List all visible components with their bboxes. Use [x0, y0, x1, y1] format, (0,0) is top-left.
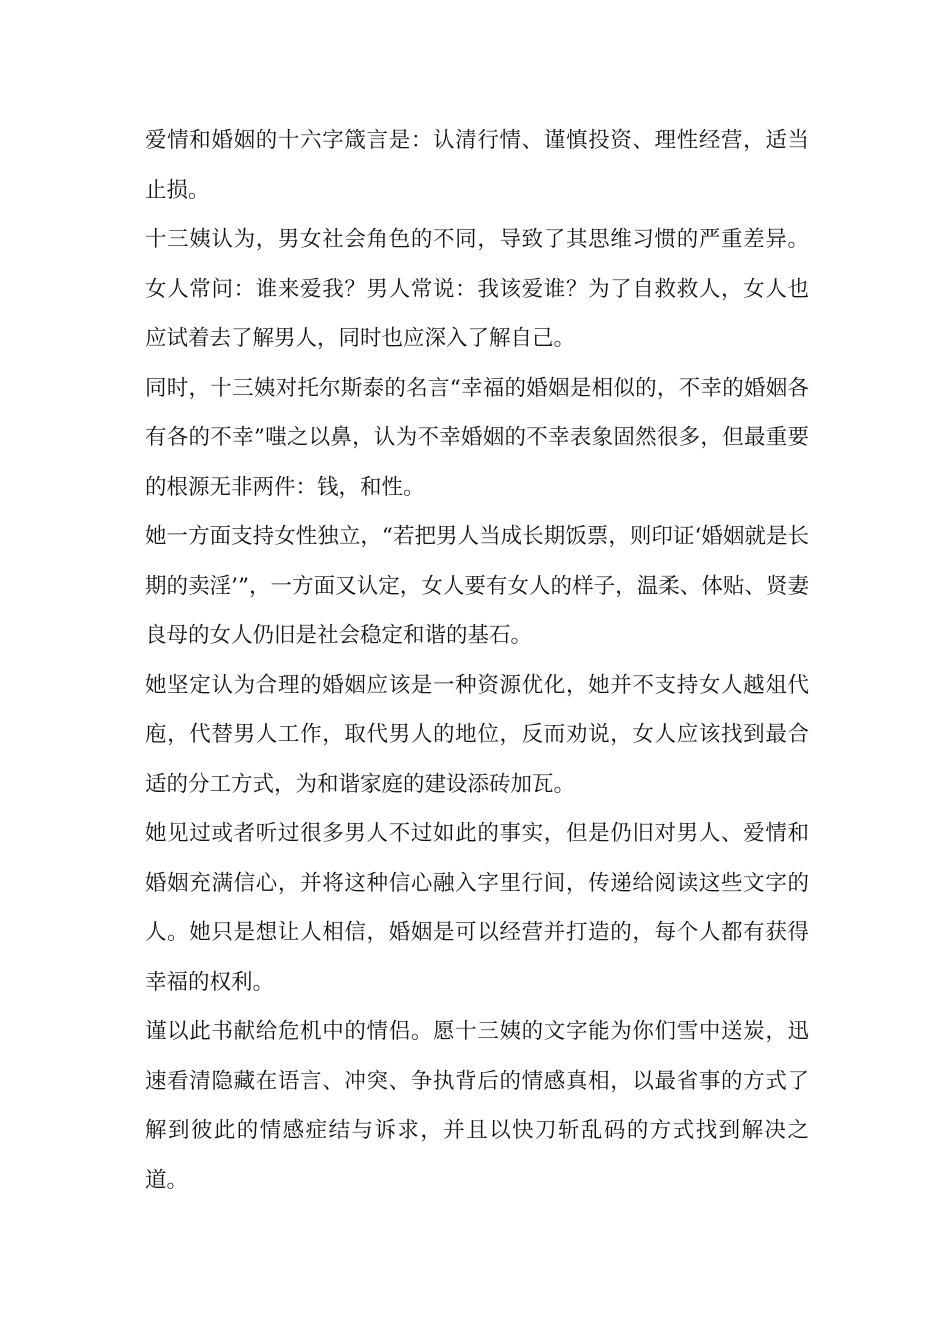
paragraph-2: 十三姨认为，男女社会角色的不同，导致了其思维习惯的严重差异。女人常问：谁来爱我？男人常说：我该爱谁？为了自救救人，女人也应试着去了解男人，同时也应深入了解自己。: [145, 227, 809, 351]
paragraph-1: 爱情和婚姻的十六字箴言是：认清行情、谨慎投资、理性经营，适当止损。: [145, 128, 809, 203]
text-body: [145, 116, 809, 1205]
paragraph-3: 同时，十三姨对托尔斯泰的名言“幸福的婚姻是相似的，不幸的婚姻各有各的不幸”嗤之以鼻，认为不幸婚姻的不幸表象固然很多，但最重要的根源无非两件：钱，和性。: [145, 375, 809, 500]
paragraph-4: 她一方面支持女性独立，“若把男人当成长期饭票，则印证‘婚姻就是长期的卖淫’”，一方面又认定，女人要有女人的样子，温柔、体贴、贤妻良母的女人仍旧是社会稳定和谐的基石。: [145, 524, 809, 648]
paragraph-5: 她坚定认为合理的婚姻应该是一种资源优化，她并不支持女人越俎代庖，代替男人工作，取代男人的地位，反而劝说，女人应该找到最合适的分工方式，为和谐家庭的建设添砖加瓦。: [145, 672, 809, 797]
paragraph-6: 她见过或者听过很多男人不过如此的事实，但是仍旧对男人、爱情和婚姻充满信心，并将这种信心融入字里行间，传递给阅读这些文字的人。她只是想让人相信，婚姻是可以经营并打造的，每个人都有获得幸福的权利。: [145, 821, 809, 995]
paragraph-7: 谨以此书献给危机中的情侣。愿十三姨的文字能为你们雪中送炭，迅速看清隐藏在语言、冲突、争执背后的情感真相，以最省事的方式了解到彼此的情感症结与诉求，并且以快刀斩乱码的方式找到解决之道。: [145, 1019, 809, 1193]
